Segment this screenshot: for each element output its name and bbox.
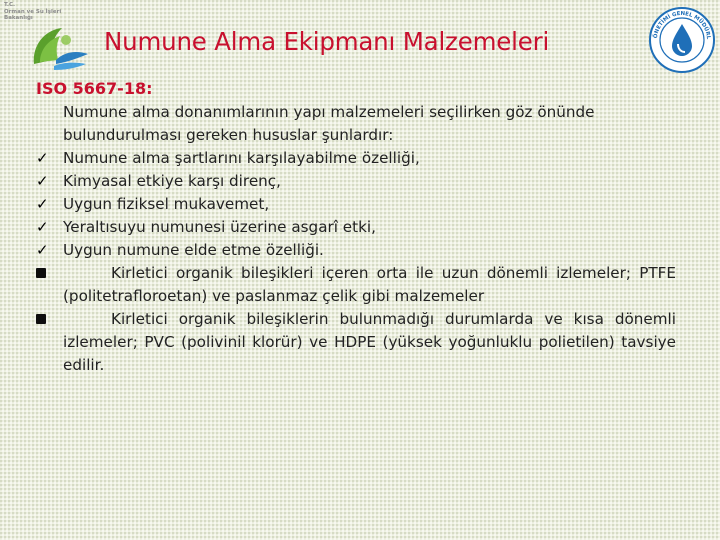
ministry-logo-text: T.C. Orman ve Su İşleri Bakanlığı [4, 2, 62, 21]
ministry-emblem-icon [26, 16, 92, 74]
list-item [36, 262, 676, 308]
list-item: ✓ Numune alma şartlarını karşılayabilme özelliği, [36, 147, 676, 170]
check-mark-icon: ✓ [36, 218, 49, 236]
ministry-logo [4, 2, 96, 74]
list-item [36, 308, 676, 377]
square-bullet-icon [36, 308, 56, 331]
check-mark-icon: ✓ [36, 241, 49, 259]
recommendation-text: Kirletici organik bileşiklerin bulunmadığı durumlarda ve kısa dönemli izlemeler; PVC (polivinil klorür) ve HDPE (yüksek yoğunluklu polietilen) tavsiye edilir. [63, 310, 676, 374]
content-body [36, 77, 676, 377]
list-item: ✓ Uygun numune elde etme özelliği. [36, 239, 676, 262]
list-item: ✓ Yeraltısuyu numunesi üzerine asgarî etki, [36, 216, 676, 239]
recommendation-text: Kirletici organik bileşikleri içeren orta ile uzun dönemli izlemeler; PTFE (politetrafloroetan) ve paslanmaz çelik gibi malzemeler [63, 264, 676, 305]
check-mark-icon: ✓ [36, 149, 49, 167]
list-item: ✓ Kimyasal etkiye karşı direnç, [36, 170, 676, 193]
check-mark-icon: ✓ [36, 172, 49, 190]
list-item: ✓ Uygun fiziksel mukavemet, [36, 193, 676, 216]
seal-logo [648, 6, 716, 78]
check-mark-icon: ✓ [36, 195, 49, 213]
intro-text: Numune alma donanımlarının yapı malzemeleri seçilirken göz önünde bulundurulması gereken hususlar şunlardır: [63, 103, 595, 144]
check-list [36, 147, 676, 262]
square-list [36, 262, 676, 377]
standard-label: ISO 5667-18: [36, 79, 153, 98]
seal-text: ÖNETİMİ GENEL MÜDÜRL [652, 10, 712, 40]
page-title: Numune Alma Ekipmanı Malzemeleri [104, 27, 550, 56]
square-bullet-icon [36, 262, 56, 285]
